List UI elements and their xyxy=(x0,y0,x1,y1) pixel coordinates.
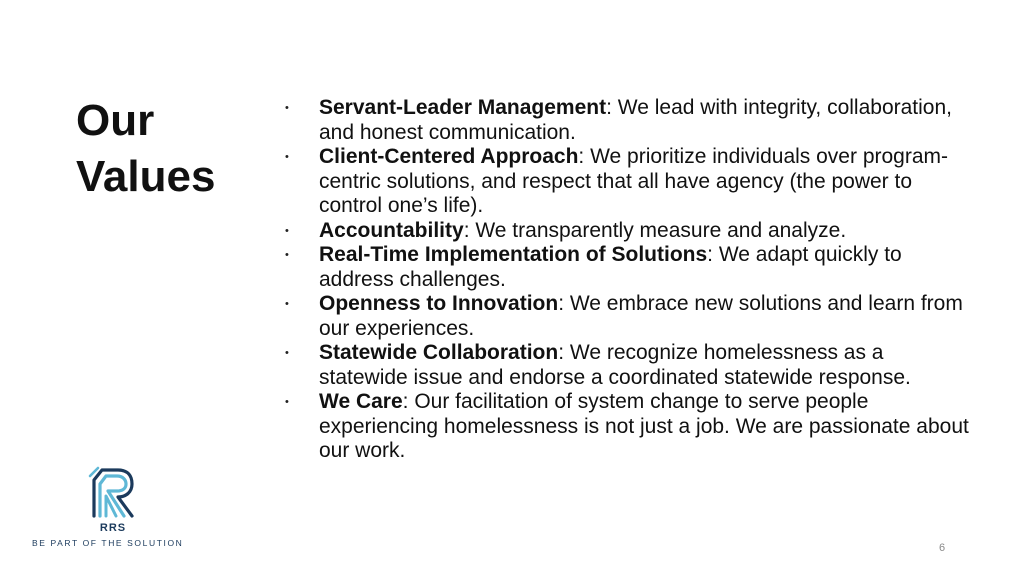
value-term: Servant-Leader Management xyxy=(319,96,607,119)
value-term: Openness to Innovation xyxy=(319,292,559,315)
value-item-we-care xyxy=(285,390,975,464)
value-item-client-centered xyxy=(285,145,975,219)
value-description: : We lead with integrity, collaboration, and honest communication. xyxy=(319,96,952,144)
value-item-real-time xyxy=(285,243,975,292)
title-line-2: Values xyxy=(76,152,216,201)
bullet-icon: • xyxy=(285,347,289,359)
bullet-icon: • xyxy=(285,224,289,237)
bullet-icon: • xyxy=(285,298,289,310)
page-number: 6 xyxy=(938,542,946,554)
bullet-icon: • xyxy=(285,102,289,114)
value-description: : We prioritize individuals over program-centric solutions, and respect that all have agency (the power to control one’s life). xyxy=(319,145,949,217)
value-term: We Care xyxy=(319,390,403,413)
bullet-icon: • xyxy=(285,249,289,261)
values-list xyxy=(285,96,975,464)
value-description: : We adapt quickly to address challenges. xyxy=(319,243,902,291)
rrs-logo xyxy=(28,466,200,556)
value-item-openness xyxy=(285,292,975,341)
value-term: Client-Centered Approach xyxy=(319,145,579,168)
value-term: Statewide Collaboration xyxy=(319,341,559,364)
value-description: : We embrace new solutions and learn from our experiences. xyxy=(319,292,963,340)
value-term: Real-Time Implementation of Solutions xyxy=(319,243,708,266)
page-title xyxy=(76,93,256,205)
rrs-r-logo-icon xyxy=(88,466,136,520)
bullet-icon: • xyxy=(285,151,289,163)
logo-name: RRS xyxy=(99,522,127,534)
value-item-statewide xyxy=(285,341,975,390)
logo-tagline: BE PART OF THE SOLUTION xyxy=(32,538,184,548)
value-description: : We transparently measure and analyze. xyxy=(463,218,847,242)
title-line-1: Our xyxy=(76,96,155,145)
value-term: Accountability xyxy=(319,218,464,242)
value-item-servant-leader xyxy=(285,96,975,145)
value-description: : We recognize homelessness as a statewide issue and endorse a coordinated statewide response. xyxy=(319,341,911,389)
value-item-accountability xyxy=(285,219,975,244)
bullet-icon: • xyxy=(285,396,289,408)
value-description: : Our facilitation of system change to serve people experiencing homelessness is not just a job. We are passionate about our work. xyxy=(319,390,969,462)
